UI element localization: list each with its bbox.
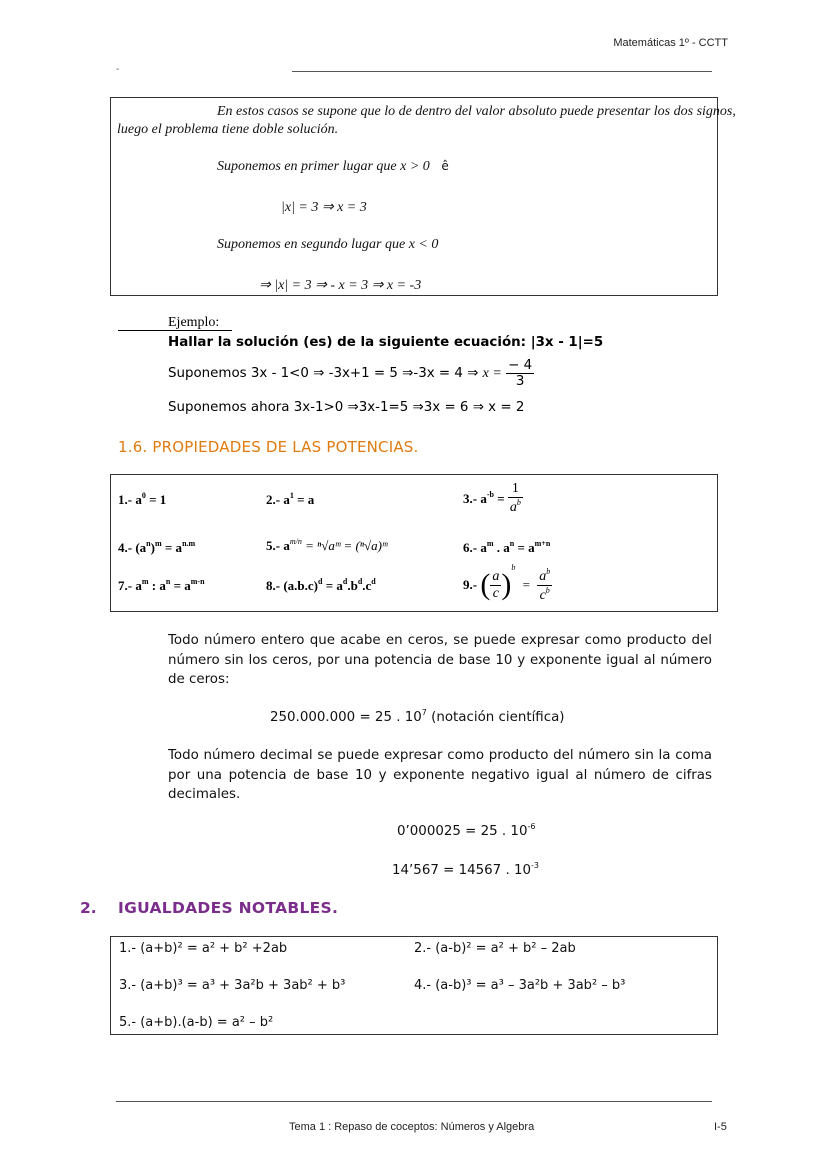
- power-6-base: 6.- a: [463, 540, 487, 555]
- abs-box-line-3-text: Suponemos en primer lugar que x > 0: [217, 159, 430, 174]
- power-8-mid-2: .b: [347, 578, 358, 593]
- power-6-rest: = a: [514, 540, 535, 555]
- absolute-value-box: [110, 97, 736, 296]
- example-label: Ejemplo:: [168, 315, 220, 330]
- power-3-base: 3.- a: [463, 491, 487, 506]
- power-9-paren-close: ): [501, 568, 512, 602]
- power-property-1: [118, 491, 166, 508]
- powers-properties-box: [110, 474, 718, 612]
- section-1-6-title: 1.6. PROPIEDADES DE LAS POTENCIAS.: [118, 438, 419, 456]
- power-6-exp-3: m+n: [534, 539, 551, 548]
- abs-box-line-2: luego el problema tiene doble solución.: [117, 122, 339, 137]
- footer-rule: [116, 1101, 712, 1102]
- power-8-mid: = a: [322, 578, 343, 593]
- power-9-right-den: c: [539, 587, 546, 603]
- power-9-right-fraction: [537, 567, 552, 604]
- example-case-1-fraction: [506, 358, 534, 389]
- power-4-exp-2: m: [154, 539, 162, 548]
- example-case-1-denominator: 3: [506, 373, 534, 389]
- power-3-den-base: a: [509, 500, 517, 515]
- sci-example-exp: 7: [421, 708, 427, 717]
- identity-3: 3.- (a+b)³ = a³ + 3a²b + 3ab² + b³: [119, 978, 346, 993]
- section-2-number: 2.: [80, 899, 97, 917]
- power-5-rest: = ⁿ√aᵐ = (ⁿ√a)ᵐ: [301, 538, 388, 553]
- power-6-exp-2: n: [509, 539, 515, 548]
- power-3-denominator: [508, 497, 523, 516]
- power-5-exp: m/n: [289, 537, 302, 546]
- example-case-1: [168, 358, 534, 389]
- power-4-mid: ): [150, 540, 155, 555]
- example-case-1-text: Suponemos 3x - 1<0 ⇒ -3x+1 = 5 ⇒-3x = 4 ⇒: [168, 366, 479, 381]
- header-rule: [292, 71, 712, 72]
- power-6-exp-1: m: [486, 539, 494, 548]
- decimal-example-1: [397, 822, 535, 839]
- power-8-exp-2: d: [342, 577, 348, 586]
- power-7-exp-3: m-n: [190, 577, 205, 586]
- identity-2: 2.- (a-b)² = a² + b² – 2ab: [414, 941, 576, 956]
- power-1-rest: = 1: [145, 492, 167, 507]
- identity-4: 4.- (a-b)³ = a³ – 3a²b + 3ab² – b³: [414, 978, 626, 993]
- power-9-equals: =: [522, 577, 530, 593]
- decimal-example-1-exp: -6: [527, 822, 536, 831]
- power-9-right-num-exp: b: [546, 566, 551, 576]
- paragraph-integers: Todo número entero que acabe en ceros, se puede expresar como producto del número sin los ceros, por una potencia de base 10 y exponente igual al número de ceros:: [168, 633, 712, 687]
- example-case-2: Suponemos ahora 3x-1>0 ⇒3x-1=5 ⇒3x = 6 ⇒ x = 2: [168, 400, 525, 415]
- power-4-base: 4.- (a: [118, 540, 147, 555]
- power-7-rest: = a: [170, 578, 191, 593]
- power-8-exp-1: d: [318, 577, 323, 586]
- example-underline: [118, 330, 232, 331]
- power-9-right-num: a: [539, 568, 547, 584]
- header-title: Matemáticas 1º - CCTT: [613, 37, 728, 49]
- example-case-1-var: x =: [482, 365, 502, 381]
- identity-1: 1.- (a+b)² = a² + b² +2ab: [119, 941, 288, 956]
- power-3-fraction: [508, 481, 523, 516]
- abs-box-line-4: |x| = 3 ⇒ x = 3: [281, 200, 367, 215]
- power-8-base: 8.- (a.b.c): [266, 578, 318, 593]
- power-9-left-den: c: [490, 585, 501, 602]
- power-8-exp-3: d: [357, 577, 363, 586]
- power-9-label: 9.-: [463, 577, 478, 593]
- power-8-mid-3: .c: [362, 578, 372, 593]
- power-4-exp-1: n: [146, 539, 151, 548]
- power-9-right-den-exp: b: [545, 585, 550, 595]
- decimal-example-2-base: 14’567 = 14567 . 10: [392, 863, 531, 878]
- sci-example-base: 250.000.000 = 25 . 10: [270, 710, 422, 725]
- example-case-1-numerator: − 4: [508, 358, 533, 373]
- power-6-mid: . a: [493, 540, 510, 555]
- power-7-exp-1: m: [141, 577, 149, 586]
- abs-box-line-3: [217, 159, 449, 175]
- abs-box-line-6: ⇒ |x| = 3 ⇒ - x = 3 ⇒ x = -3: [259, 278, 422, 293]
- footer-page-number: I-5: [714, 1121, 727, 1133]
- abs-box-line-5: Suponemos en segundo lugar que x < 0: [217, 237, 439, 252]
- power-9-paren-open: (: [480, 568, 491, 602]
- power-9-left-exp: b: [511, 563, 516, 572]
- abs-box-line-1: En estos casos se supone que lo de dentro del valor absoluto puede presentar los dos signos,: [217, 104, 736, 119]
- power-3-rest: =: [493, 491, 505, 506]
- scientific-notation-example: [270, 708, 565, 725]
- header-dot: -: [116, 64, 120, 75]
- abs-box-line-3-mark: ê: [441, 159, 449, 173]
- power-2-exp: 1: [289, 491, 294, 500]
- power-5-base: 5.- a: [266, 538, 290, 553]
- power-7-base: 7.- a: [118, 578, 142, 593]
- power-1-base: 1.- a: [118, 492, 142, 507]
- power-property-9: [463, 563, 552, 604]
- power-9-left-fraction: [490, 569, 501, 602]
- section-2-title: IGUALDADES NOTABLES.: [118, 899, 339, 917]
- power-property-7: [118, 577, 205, 594]
- power-property-2: [266, 491, 314, 508]
- identity-5: 5.- (a+b).(a-b) = a² – b²: [119, 1015, 274, 1030]
- power-1-exp: 0: [141, 491, 146, 500]
- example-statement: Hallar la solución (es) de la siguiente ecuación: |3x - 1|=5: [168, 335, 604, 350]
- decimal-example-1-base: 0’000025 = 25 . 10: [397, 824, 528, 839]
- power-property-8: [266, 577, 376, 594]
- power-3-exp: -b: [486, 490, 494, 499]
- power-property-5: [266, 537, 387, 554]
- power-3-numerator: 1: [511, 481, 519, 496]
- power-2-base: 2.- a: [266, 492, 290, 507]
- power-7-mid: : a: [148, 578, 166, 593]
- power-property-3: [463, 481, 523, 516]
- power-3-den-exp: b: [516, 498, 521, 507]
- power-property-6: [463, 539, 550, 556]
- power-property-4: [118, 539, 195, 556]
- power-4-rest: = a: [161, 540, 183, 555]
- power-4-exp-3: n.m: [182, 539, 196, 548]
- decimal-example-2: [392, 861, 539, 878]
- power-2-rest: = a: [293, 492, 315, 507]
- paragraph-decimals: Todo número decimal se puede expresar como producto del número sin la coma por una potencia de base 10 y exponente negativo igual al número de cifras decimales.: [168, 748, 712, 802]
- power-9-left-num: a: [492, 568, 500, 584]
- decimal-example-2-exp: -3: [531, 861, 539, 870]
- notable-identities-box: [110, 936, 718, 1035]
- footer-text: Tema 1 : Repaso de coceptos: Números y Algebra: [289, 1121, 535, 1133]
- power-7-exp-2: n: [165, 577, 171, 586]
- power-8-exp-4: d: [371, 577, 376, 586]
- sci-example-note: (notación científica): [426, 710, 565, 725]
